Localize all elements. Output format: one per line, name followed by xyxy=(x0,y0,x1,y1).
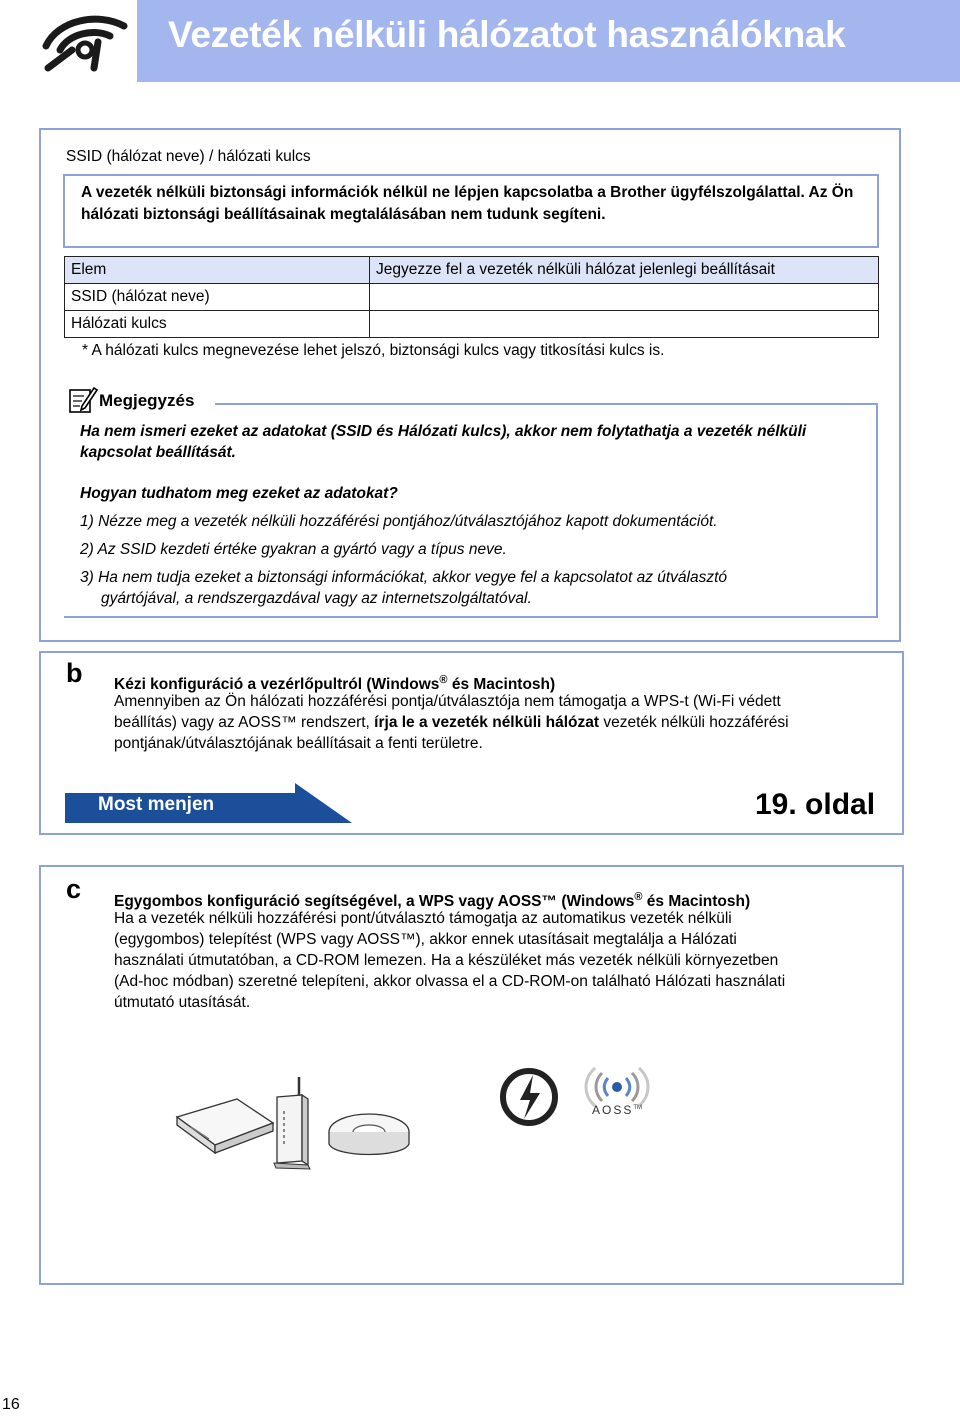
section-c-line-1: Ha a vezeték nélküli hozzáférési pont/útválasztó támogatja az automatikus vezeték nélküli xyxy=(114,910,732,927)
page-title: Vezeték nélküli hálózatot használóknak xyxy=(168,14,846,55)
section-c-title: Egygombos konfiguráció segítségével, a WPS vagy AOSS™ (Windows® és Macintosh) xyxy=(114,891,751,911)
router-antenna-icon xyxy=(272,1075,312,1170)
page-reference[interactable]: 19. oldal xyxy=(755,788,876,821)
access-point-flat-icon xyxy=(175,1095,275,1160)
section-c-line-5: útmutató utasítását. xyxy=(114,994,251,1011)
wps-logo-icon xyxy=(500,1063,558,1131)
router-round-icon xyxy=(325,1108,413,1163)
table-row-key-label: Hálózati kulcs xyxy=(65,311,370,338)
section-c-letter: c xyxy=(66,874,82,904)
section-b-line-3: pontjának/útválasztójának beállításait a fenti területre. xyxy=(114,735,483,752)
note-divider-top xyxy=(215,403,877,405)
section-c-line-2: (egygombos) telepítést (WPS vagy AOSS™), akkor ennek utasításait megtalálja a Hálózati xyxy=(114,931,737,948)
page-number: 16 xyxy=(2,1396,20,1413)
section-c-line-3: használati útmutatóban, a CD-ROM lemezen. Ha a készüléket más vezeték nélküli környezetben xyxy=(114,952,779,969)
pencil-note-icon xyxy=(68,384,98,414)
note-title: Megjegyzés xyxy=(99,391,195,410)
section-b-title: Kézi konfiguráció a vezérlőpultról (Windows® és Macintosh) xyxy=(114,674,556,694)
note-divider-bottom xyxy=(64,616,878,618)
note-divider-right xyxy=(876,403,878,617)
table-header-record: Jegyezze fel a vezeték nélküli hálózat jelenlegi beállításait xyxy=(370,257,879,284)
section-b-line-2: beállítás) vagy az AOSS™ rendszert, írja le a vezeték nélküli hálózat vezeték nélküli hozzáférési xyxy=(114,714,789,731)
table-header-item: Elem xyxy=(65,257,370,284)
table-footnote: * A hálózati kulcs megnevezése lehet jelszó, biztonsági kulcs vagy titkosítási kulcs is. xyxy=(82,342,665,359)
section-b-line-1: Amennyiben az Ön hálózati hozzáférési pontja/útválasztója nem támogatja a WPS-t (Wi-Fi védett xyxy=(114,693,781,710)
table-row-ssid-value[interactable] xyxy=(370,284,879,311)
wireless-network-icon xyxy=(38,12,130,74)
settings-table xyxy=(64,256,879,338)
note-question: Hogyan tudhatom meg ezeket az adatokat? xyxy=(80,485,398,502)
goto-label[interactable]: Most menjen xyxy=(98,794,215,815)
section-c-line-4: (Ad-hoc módban) szeretné telepíteni, akkor olvassa el a CD-ROM-on található Hálózati használati xyxy=(114,973,786,990)
section-b-letter: b xyxy=(66,658,83,688)
note-item-2: 2) Az SSID kezdeti értéke gyakran a gyártó vagy a típus neve. xyxy=(80,541,507,558)
note-item-1: 1) Nézze meg a vezeték nélküli hozzáférési pontjához/útválasztójához kapott dokumentációt. xyxy=(80,513,718,530)
table-row-key-value[interactable] xyxy=(370,311,879,338)
table-row-ssid-label: SSID (hálózat neve) xyxy=(65,284,370,311)
ssid-section-heading: SSID (hálózat neve) / hálózati kulcs xyxy=(66,148,311,165)
warning-text: A vezeték nélküli biztonsági információk nélkül ne lépjen kapcsolatba a Brother ügyfélszolgálattal. Az Ön hálózati biztonsági beállításainak megtalálásában nem tudunk segíteni. xyxy=(81,184,854,223)
note-item-3: 3) Ha nem tudja ezeket a biztonsági információkat, akkor vegye fel a kapcsolatot az útválasztó xyxy=(80,569,728,586)
note-item-3-cont: gyártójával, a rendszergazdával vagy az internetszolgáltatóval. xyxy=(101,590,532,607)
warning-box xyxy=(63,174,879,248)
aoss-logo-text: AOSS™ xyxy=(592,1103,643,1117)
note-lead: Ha nem ismeri ezeket az adatokat (SSID és Hálózati kulcs), akkor nem folytathatja a vezeték nélküli kapcsolat beállítását. xyxy=(80,423,807,461)
